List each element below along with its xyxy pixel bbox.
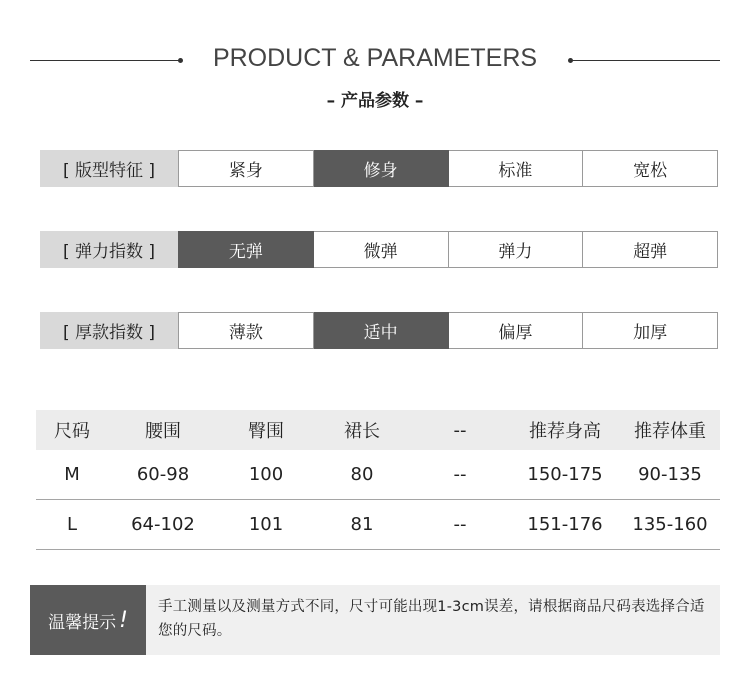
table-cell: 81 (350, 514, 374, 535)
table-cell: 60-98 (136, 464, 190, 485)
header-cell: -- (453, 419, 467, 441)
param-option: 弹力 (449, 231, 584, 268)
param-row-thickness (40, 312, 718, 349)
param-row-fit (40, 150, 718, 187)
table-cell: L (66, 514, 78, 535)
table-cell: 90-135 (638, 464, 702, 485)
table-cell: M (64, 464, 80, 485)
param-option: 微弹 (314, 231, 449, 268)
param-option: 偏厚 (449, 312, 584, 349)
param-option: 标准 (449, 150, 584, 187)
size-table-header (36, 410, 720, 450)
table-row (36, 450, 720, 500)
table-row (36, 500, 720, 550)
tip-label (30, 585, 146, 655)
param-option: 紧身 (178, 150, 314, 187)
param-option-selected: 无弹 (178, 231, 314, 268)
table-cell: 80 (350, 464, 374, 485)
tip-text: 手工测量以及测量方式不同，尺寸可能出现1-3cm误差，请根据商品尺码表选择合适您的尺码。 (146, 585, 720, 655)
param-option-selected: 适中 (314, 312, 449, 349)
param-option: 宽松 (583, 150, 718, 187)
tip-box (30, 585, 720, 655)
table-cell: 150-175 (527, 464, 603, 485)
param-option-selected: 修身 (314, 150, 449, 187)
table-cell: 135-160 (632, 514, 708, 535)
header-cell: 腰围 (145, 421, 181, 442)
param-row-elasticity (40, 231, 718, 268)
header-cell: 臀围 (248, 421, 284, 442)
param-label: [ 厚款指数 ] (40, 312, 178, 349)
param-option: 薄款 (178, 312, 314, 349)
exclamation-mark: ! (119, 607, 128, 633)
param-label: [ 弹力指数 ] (40, 231, 178, 268)
param-option: 超弹 (583, 231, 718, 268)
header-line-right (572, 60, 720, 61)
table-cell: 101 (248, 514, 284, 535)
header-cell: 裙长 (344, 421, 380, 442)
table-cell: 151-176 (527, 514, 603, 535)
header-cell: 尺码 (54, 421, 90, 442)
title-zh: – 产品参数 – (326, 91, 424, 111)
table-cell: -- (453, 514, 467, 535)
tip-label-text: 温馨提示 (48, 612, 117, 633)
header-cell: 推荐身高 (529, 421, 601, 442)
param-option: 加厚 (583, 312, 718, 349)
table-cell: 64-102 (131, 514, 195, 535)
table-cell: -- (453, 464, 467, 485)
param-label: [ 版型特征 ] (40, 150, 178, 187)
title-en: PRODUCT & PARAMETERS (212, 44, 538, 72)
table-cell: 100 (248, 464, 284, 485)
header-cell: 推荐体重 (634, 421, 706, 442)
size-table (36, 410, 720, 550)
